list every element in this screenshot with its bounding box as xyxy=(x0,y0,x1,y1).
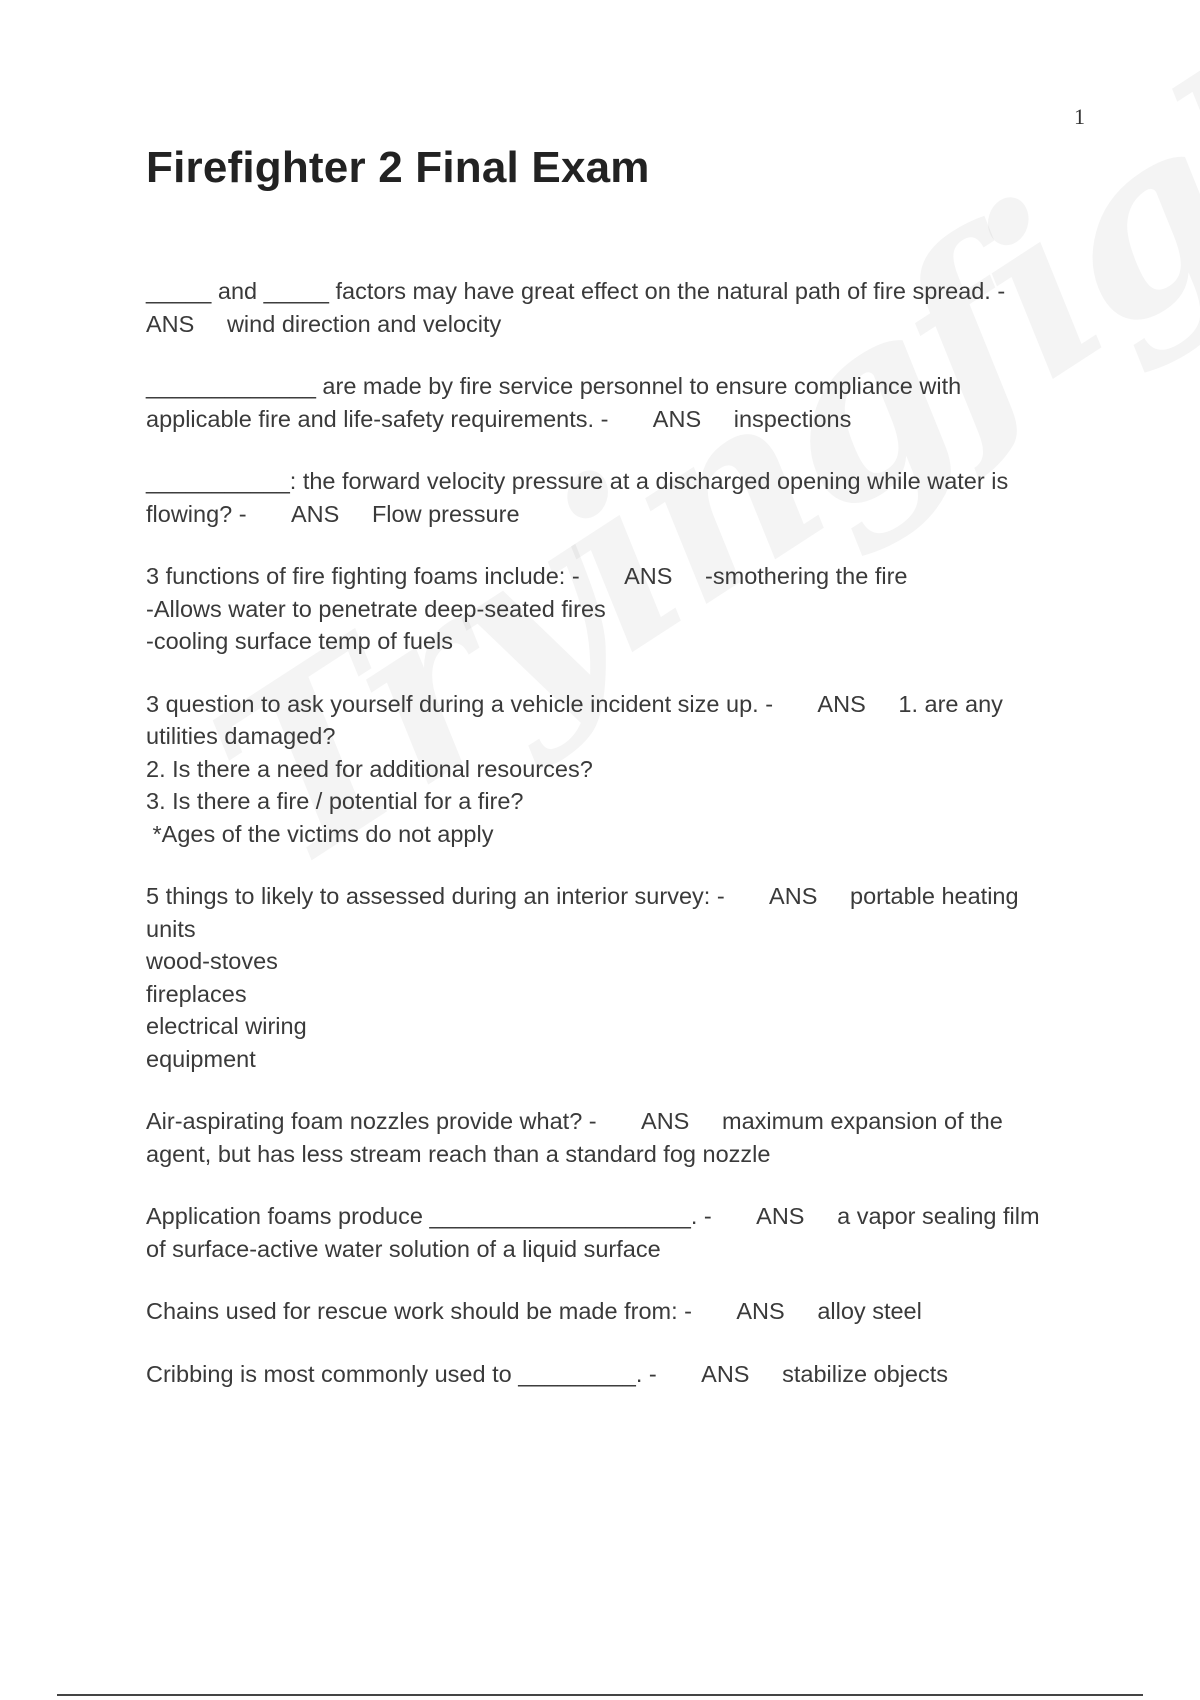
question-item: Application foams produce ____________________. - ANS a vapor sealing film of surface-active water solution of a liquid surface xyxy=(146,1203,1040,1262)
question-item: Cribbing is most commonly used to _________. - ANS stabilize objects xyxy=(146,1360,948,1387)
question-list xyxy=(146,275,1096,1420)
question-item: 3 question to ask yourself during a vehicle incident size up. - ANS 1. are any utilities damaged? 2. Is there a need for additional resources? 3. Is there a fire / potential for a fire? *Ages of the victims do not apply xyxy=(146,690,1003,847)
page-number: 1 xyxy=(1074,104,1085,129)
question-item: ___________: the forward velocity pressure at a discharged opening while water is flowing? - ANS Flow pressure xyxy=(146,468,1009,527)
footer-divider xyxy=(57,1694,1143,1696)
question-item: _____ and _____ factors may have great effect on the natural path of fire spread. - ANS wind direction and velocity xyxy=(146,278,1006,337)
question-item: 3 functions of fire fighting foams include: - ANS -smothering the fire -Allows water to penetrate deep-seated fires -cooling surface temp of fuels xyxy=(146,563,908,654)
question-item: _____________ are made by fire service personnel to ensure compliance with applicable fire and life-safety requirements. - ANS inspections xyxy=(146,373,962,432)
question-item: 5 things to likely to assessed during an interior survey: - ANS portable heating units wood-stoves fireplaces electrical wiring equipment xyxy=(146,883,1019,1072)
question-item: Air-aspirating foam nozzles provide what? - ANS maximum expansion of the agent, but has less stream reach than a standard fog nozzle xyxy=(146,1108,1003,1167)
question-item: Chains used for rescue work should be made from: - ANS alloy steel xyxy=(146,1298,922,1324)
page-title: Firefighter 2 Final Exam xyxy=(146,143,650,192)
